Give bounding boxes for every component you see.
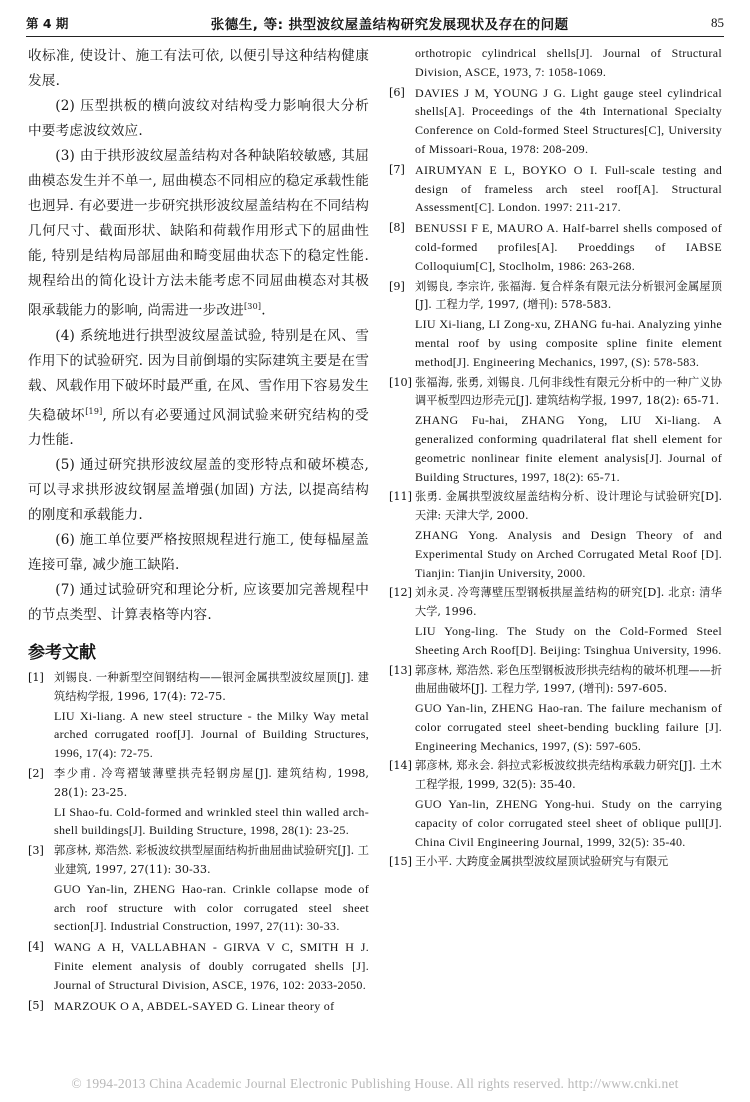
reference-item	[389, 584, 722, 659]
reference-number: [6]	[389, 85, 405, 99]
reference-item	[389, 161, 722, 217]
reference-zh: 王小平. 大跨度金属拱型波纹屋顶试验研究与有限元	[415, 855, 669, 869]
reference-number: [1]	[28, 671, 44, 685]
reference-en: GUO Yan-lin, ZHENG Hao-ran. Crinkle collapse mode of arch roof structure with color corrugated steel sheet section[J]. Industrial Construction, 1997, 27(11): 30-33.	[54, 881, 369, 934]
references-heading: 参考文献	[28, 643, 96, 664]
paragraph: 收标准, 使设计、施工有法可依, 以便引导这种结构健康发展.	[28, 48, 369, 89]
reference-en: LIU Yong-ling. The Study on the Cold-Formed Steel Sheeting Arch Roof[D]. Beijing: Tsinghua University, 1996.	[415, 623, 722, 657]
reference-number: [14]	[389, 759, 412, 773]
reference-en: ZHANG Yong. Analysis and Design Theory of and Experimental Study on Arched Corrugated Metal Roof [D]. Tianjin: Tianjin University, 2000.	[415, 527, 722, 580]
paragraph: (4) 系统地进行拱型波纹屋盖试验, 特别是在风、雪作用下的试验研究. 因为目前倒塌的实际建筑主要是在雪载、风载作用下破坏时最严重, 在风、雪作用下容易发生失稳破坏[19], 所以有必要通过风洞试验来研究结构的受力性能.	[28, 327, 369, 449]
reference-number: [5]	[28, 998, 44, 1012]
reference-en: AIRUMYAN E L, BOYKO O I. Full-scale testing and design of frameless arch steel roof[A]. Structural Assessment[C]. London. 1997: 211-217.	[415, 162, 722, 215]
reference-number: [13]	[389, 663, 412, 677]
reference-en: LIU Xi-liang. A new steel structure - the Milky Way metal arched corrugated roof[J]. Journal of Building Structures, 1996, 17(4): 72-75.	[54, 708, 369, 761]
reference-zh: 刘锡良, 李宗许, 张福海. 复合样条有限元法分析银河金属屋顶[J]. 工程力学, 1997, (增刊): 578-583.	[415, 279, 722, 312]
reference-item-continued	[389, 44, 722, 82]
reference-zh: 郭彦林, 郑浩然. 彩板波纹拱型屋面结构折曲屈曲试验研究[J]. 工业建筑, 1997, 27(11): 30-33.	[54, 844, 369, 877]
reference-item	[28, 669, 369, 763]
reference-en: MARZOUK O A, ABDEL-SAYED G. Linear theory of	[54, 998, 335, 1013]
reference-en: orthotropic cylindrical shells[J]. Journal of Structural Division, ASCE, 1973, 7: 1058-1069.	[415, 46, 722, 79]
left-column	[28, 44, 369, 1017]
issue-number: 第 4 期	[26, 16, 69, 31]
copyright-footer: © 1994-2013 China Academic Journal Electronic Publishing House. All rights reserved. http://www.cnki.net	[71, 1076, 679, 1091]
reference-zh: 张福海, 张勇, 刘锡良. 几何非线性有限元分析中的一种广义协调平板型四边形壳元[J]. 建筑结构学报, 1997, 18(2): 65-71.	[415, 375, 722, 408]
reference-item	[389, 84, 722, 159]
reference-item	[389, 488, 722, 582]
paragraph: (6) 施工单位要严格按照规程进行施工, 使每榀屋盖连接可靠, 减少施工缺陷.	[28, 532, 369, 574]
reference-number: [11]	[389, 490, 412, 504]
page-number: 85	[711, 15, 724, 30]
reference-number: [4]	[28, 940, 44, 954]
reference-en: ZHANG Fu-hai, ZHANG Yong, LIU Xi-liang. A generalized conforming quadrilateral flat shell element for geometric nonlinear finite element analysis[J]. Journal of Building Structures, 1997, 18(2): 65-71.	[415, 413, 722, 484]
reference-item	[28, 938, 369, 994]
reference-en: BENUSSI F E, MAURO A. Half-barrel shells composed of cold-formed profiles[A]. Proeddings of IABSE Colloquium[C], Stoclholm, 1986: 263-268.	[415, 221, 722, 273]
reference-number: [3]	[28, 844, 44, 858]
reference-en: WANG A H, VALLABHAN - GIRVA V C, SMITH H J. Finite element analysis of doubly corrugated shells [J]. Journal of Structural Division, ASCE, 1976, 102: 2033-2050.	[54, 940, 369, 992]
reference-zh: 张勇. 金属拱型波纹屋盖结构分析、设计理论与试验研究[D]. 天津: 天津大学, 2000.	[415, 490, 722, 523]
reference-number: [9]	[389, 279, 405, 293]
reference-item	[389, 662, 722, 756]
reference-item	[389, 219, 722, 275]
reference-item	[389, 374, 722, 487]
reference-item	[389, 278, 722, 372]
running-title: 张德生, 等: 拱型波纹屋盖结构研究发展现状及存在的问题	[210, 17, 569, 33]
reference-item	[389, 757, 722, 851]
reference-zh: 郭彦林, 郑浩然. 彩色压型钢板波形拱壳结构的破坏机理——折曲屈曲破坏[J]. 工程力学, 1997, (增刊): 597-605.	[415, 663, 722, 696]
reference-item	[389, 853, 722, 872]
reference-number: [7]	[389, 162, 405, 176]
reference-zh: 李少甫. 冷弯褶皱薄壁拱壳轻钢房屋[J]. 建筑结构, 1998, 28(1): 23-25.	[54, 767, 369, 799]
reference-en: GUO Yan-lin, ZHENG Yong-hui. Study on the carrying capacity of color corrugated steel sheet of oblique pull[J]. China Civil Engineering Journal, 1999, 32(5): 35-40.	[415, 797, 722, 849]
reference-en: LIU Xi-liang, LI Zong-xu, ZHANG fu-hai. Analyzing yinhe mental roof by using composite spline finite element method[J]. Engineering Mechanics, 1997, (S): 578-583.	[415, 317, 722, 369]
citation-marker: [30]	[243, 302, 262, 311]
citation-marker: [19]	[85, 406, 103, 416]
reference-number: [15]	[389, 855, 412, 869]
paragraph: (3) 由于拱形波纹屋盖结构对各种缺陷较敏感, 其屈曲模态发生并不单一, 屈曲模态不同相应的稳定承载性能也迥异. 有必要进一步研究拱形波纹屋盖结构在不同结构几何尺寸、截面形状、缺陷和荷载作用形式下的屈曲性能, 特别是结构局部屈曲和畸变屈曲状态下的稳定性能. 规程给出的简化设计方法未能考虑不同屈曲模态对其极限承载能力的影响, 尚需进一步改进[30].	[28, 148, 369, 319]
reference-item	[28, 765, 369, 840]
reference-en: DAVIES J M, YOUNG J G. Light gauge steel cylindrical shells[A]. Proceedings of the 4th International Specialty Conference on Cold-formed Steel Structures[C], University of Missoari-Roua, 1978: 208-209.	[415, 85, 722, 156]
reference-number	[389, 44, 415, 82]
reference-number: [12]	[389, 586, 412, 600]
running-header	[26, 10, 724, 37]
paragraph: (7) 通过试验研究和理论分析, 应该要加完善规程中的节点类型、计算表格等内容.	[28, 582, 369, 624]
reference-number: [2]	[28, 767, 44, 781]
right-column	[389, 44, 722, 874]
reference-number: [8]	[389, 221, 405, 235]
reference-item	[28, 997, 369, 1016]
reference-item	[28, 842, 369, 936]
reference-en: LI Shao-fu. Cold-formed and wrinkled steel thin walled arch-shell buildings[J]. Building Structure, 1998, 28(1): 23-25.	[54, 804, 369, 838]
reference-zh: 郭彦林, 郑永会. 斜拉式彩板波纹拱壳结构承载力研究[J]. 土木工程学报, 1999, 32(5): 35-40.	[415, 759, 722, 792]
paragraph: (5) 通过研究拱形波纹屋盖的变形特点和破坏模态, 可以寻求拱形波纹钢屋盖增强(加固) 方法, 以提高结构的刚度和承载能力.	[28, 457, 369, 524]
reference-number: [10]	[389, 375, 412, 389]
reference-en: GUO Yan-lin, ZHENG Hao-ran. The failure mechanism of color corrugated steel sheet-bending buckling failure [J]. Engineering Mechanics, 1997, (S): 597-605.	[415, 701, 722, 753]
reference-zh: 刘永灵. 冷弯薄壁压型钢板拱屋盖结构的研究[D]. 北京: 清华大学, 1996.	[415, 586, 722, 619]
paragraph: (2) 压型拱板的横向波纹对结构受力影响很大分析中要考虑波纹效应.	[28, 98, 369, 139]
reference-zh: 刘锡良. 一种新型空间钢结构——银河金属拱型波纹屋顶[J]. 建筑结构学报, 1996, 17(4): 72-75.	[54, 671, 369, 703]
